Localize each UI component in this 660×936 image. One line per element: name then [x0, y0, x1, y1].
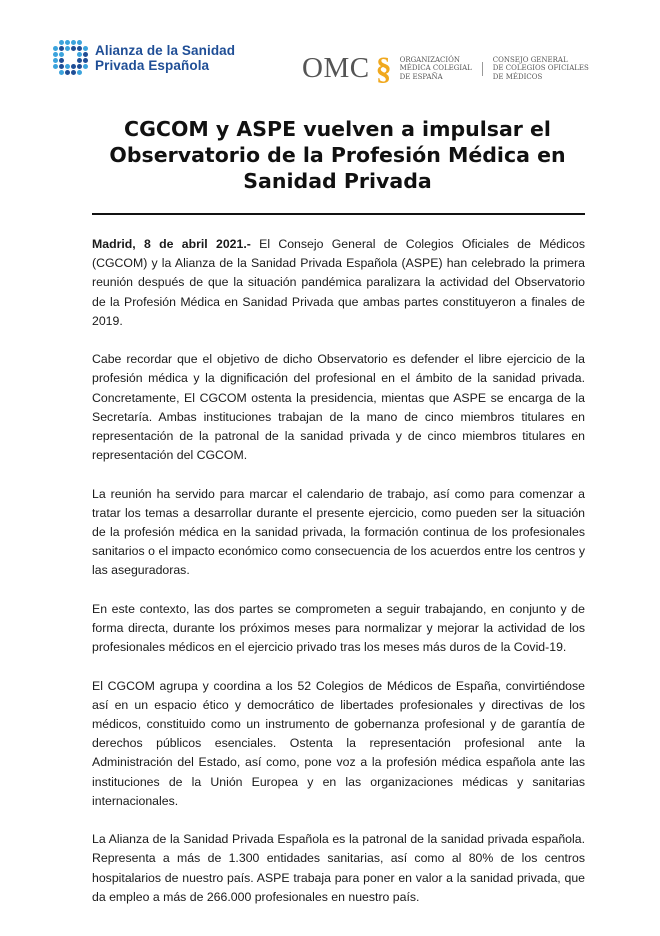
- logo-dot: [53, 52, 58, 57]
- aspe-logo-line2: Privada Española: [95, 58, 210, 73]
- paragraph: La Alianza de la Sanidad Privada Española es la patronal de la sanidad privada española. Representa a más de 1.300 entidades sanitarias, así como al 80% de los centros hospitalarios de nuestro país. ASPE trabaja para poner en valor a la sanidad privada, que da empleo a más de 266.000 profesionales en nuestro país.: [92, 832, 585, 904]
- paragraph: En este contexto, las dos partes se comprometen a seguir trabajando, en conjunto y de forma directa, durante los próximos meses para normalizar y mejorar la actividad de los profesionales médicos en el ejercicio privado tras los meses más duros de la Covid-19.: [92, 601, 585, 655]
- omc-council-name: [493, 56, 589, 82]
- logo-dot: [65, 70, 70, 75]
- logo-dot: [77, 40, 82, 45]
- omc-council-line: CONSEJO GENERAL: [492, 55, 568, 64]
- omc-wordmark: OMC: [302, 52, 370, 84]
- logo-dot: [77, 64, 82, 69]
- logo-dot: [71, 64, 76, 69]
- omc-divider: [482, 62, 483, 76]
- omc-org-name: [400, 56, 472, 82]
- dateline: Madrid, 8 de abril 2021.-: [92, 237, 251, 251]
- omc-org-line: MÉDICA COLEGIAL: [399, 64, 472, 73]
- aspe-dots-icon: [53, 40, 89, 76]
- logo-dot: [53, 46, 58, 51]
- logo-dot: [83, 64, 88, 69]
- logo-dot: [83, 58, 88, 63]
- omc-logo: [302, 50, 589, 87]
- document-body: [92, 235, 585, 926]
- omc-org-line: DE ESPAÑA: [399, 72, 443, 81]
- aspe-logo-line1: Alianza de la Sanidad: [95, 43, 236, 58]
- logo-dot: [71, 40, 76, 45]
- logo-dot: [59, 52, 64, 57]
- paragraph-text: El Consejo General de Colegios Oficiales de Médicos (CGCOM) y la Alianza de la Sanidad Privada Española (ASPE) han celebrado la primera reunión después de que la situación pandémica paralizara la actividad del Observatorio de la Profesión Médica en Sanidad Privada que ambas partes constituyeron a finales de 2019.: [92, 237, 585, 328]
- logo-dot: [83, 46, 88, 51]
- logo-dot: [77, 70, 82, 75]
- logo-dot: [53, 58, 58, 63]
- paragraph: La reunión ha servido para marcar el calendario de trabajo, así como para comenzar a tratar los temas a desarrollar durante el presente ejercicio, como pueden ser la situación de la profesión médica en la sanidad privada, la formación continua de los profesionales sanitarios o el impacto económico como consecuencia de los acuerdos entre los centros y las aseguradoras.: [92, 486, 585, 578]
- paragraph-intro: [92, 235, 585, 331]
- logo-dot: [83, 52, 88, 57]
- title-divider: [92, 213, 585, 215]
- paragraph: Cabe recordar que el objetivo de dicho Observatorio es defender el libre ejercicio de la profesión médica y la dignificación del profesional en el ámbito de la sanidad privada. Concretamente, El CGCOM ostenta la presidencia, mientas que ASPE se encarga de la Secretaría. Ambas instituciones trabajan de la mano de cinco miembros titulares en representación de la patronal de la sanidad privada y de cinco miembros titulares en representación del CGCOM.: [92, 352, 585, 463]
- logo-dot: [77, 52, 82, 57]
- logo-dot: [59, 70, 64, 75]
- omc-council-line: DE MÉDICOS: [492, 72, 543, 81]
- logo-dot: [59, 64, 64, 69]
- logo-dot: [65, 40, 70, 45]
- aspe-logo-text: [95, 43, 235, 73]
- logo-dot: [77, 46, 82, 51]
- logo-dot: [65, 46, 70, 51]
- paragraph: El CGCOM agrupa y coordina a los 52 Colegios de Médicos de España, convirtiéndose así en un espacio ético y democrático de libertades profesionales y directivas de los médicos, constituido como un instrumento de gobernanza profesional y de garantía de derechos públicos esenciales. Ostenta la representación profesional ante la Administración del Estado, así como, pone voz a la profesión médica española ante las instituciones de la Unión Europea y en las organizaciones médicas y sanitarias internacionales.: [92, 678, 585, 808]
- document-title: CGCOM y ASPE vuelven a impulsar el Observatorio de la Profesión Médica en Sanidad Privada: [109, 117, 566, 193]
- logo-dot: [71, 70, 76, 75]
- logo-dot: [59, 40, 64, 45]
- logo-dot: [71, 46, 76, 51]
- logo-dot: [65, 64, 70, 69]
- aspe-logo: [53, 40, 235, 76]
- logo-dot: [59, 58, 64, 63]
- omc-council-line: DE COLEGIOS OFICIALES: [492, 64, 589, 73]
- section-sign-icon: §: [375, 50, 392, 86]
- omc-org-line: ORGANIZACIÓN: [399, 55, 461, 64]
- logo-dot: [77, 58, 82, 63]
- logo-dot: [59, 46, 64, 51]
- logo-dot: [53, 64, 58, 69]
